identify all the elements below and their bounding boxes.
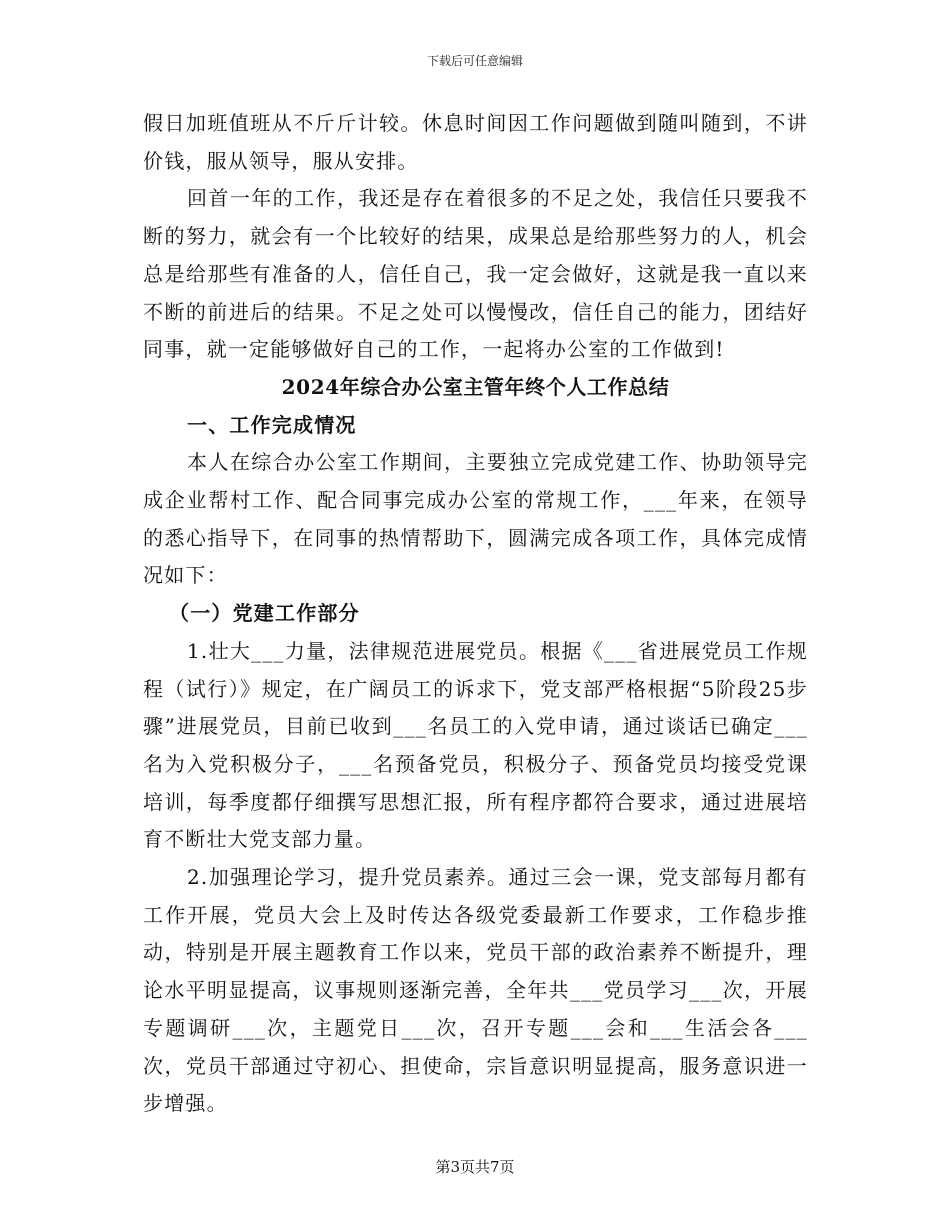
paragraph-review: 回首一年的工作，我还是存在着很多的不足之处，我信任只要我不断的努力，就会有一个比较好的结果，成果总是给那些努力的人，机会总是给那些有准备的人，信任自己，我一定会做好，这就是我一直以来不断的前进后的结果。不足之处可以慢慢改，信任自己的能力，团结好同事，就一定能够做好自己的工作，一起将办公室的工作做到! bbox=[143, 186, 808, 362]
paragraph-item-1: 1.壮大___力量，法律规范进展党员。根据《___省进展党员工作规程（试行）》规定，在广阔员工的诉求下，党支部严格根据“5阶段25步骤”进展党员，目前已收到___名员工的入党申请，通过谈话已确定___名为入党积极分子，___名预备党员，积极分子、预备党员均接受党课培训，每季度都仔细撰写思想汇报，所有程序都符合要求，通过进展培育不断壮大党支部力量。 bbox=[143, 638, 808, 852]
paragraph-item-2: 2.加强理论学习，提升党员素养。通过三会一课，党支部每月都有工作开展，党员大会上及时传达各级党委最新工作要求，工作稳步推动，特别是开展主题教育工作以来，党员干部的政治素养不断提升，理论水平明显提高，议事规则逐渐完善，全年共___党员学习___次，开展专题调研___次，主题党日___次，召开专题___会和___生活会各___次，党员干部通过守初心、担使命，宗旨意识明显提高，服务意识进一步增强。 bbox=[143, 865, 808, 1116]
section-heading-work-completion: 一、工作完成情况 bbox=[187, 412, 357, 437]
document-body bbox=[143, 105, 808, 1123]
paragraph-overtime: 假日加班值班从不斤斤计较。休息时间因工作问题做到随叫随到，不讲价钱，服从领导，服从安排。 bbox=[143, 111, 808, 173]
page-number: 第3页共7页 bbox=[435, 1158, 515, 1176]
header-note: 下载后可任意编辑 bbox=[426, 54, 523, 68]
document-title: 2024年综合办公室主管年终个人工作总结 bbox=[281, 374, 670, 399]
subsection-heading-party-building: （一）党建工作部分 bbox=[169, 601, 360, 626]
paragraph-overview: 本人在综合办公室工作期间，主要独立完成党建工作、协助领导完成企业帮村工作、配合同事完成办公室的常规工作，___年来，在领导的悉心指导下，在同事的热情帮助下，圆满完成各项工作，具体完成情况如下： bbox=[143, 450, 808, 588]
